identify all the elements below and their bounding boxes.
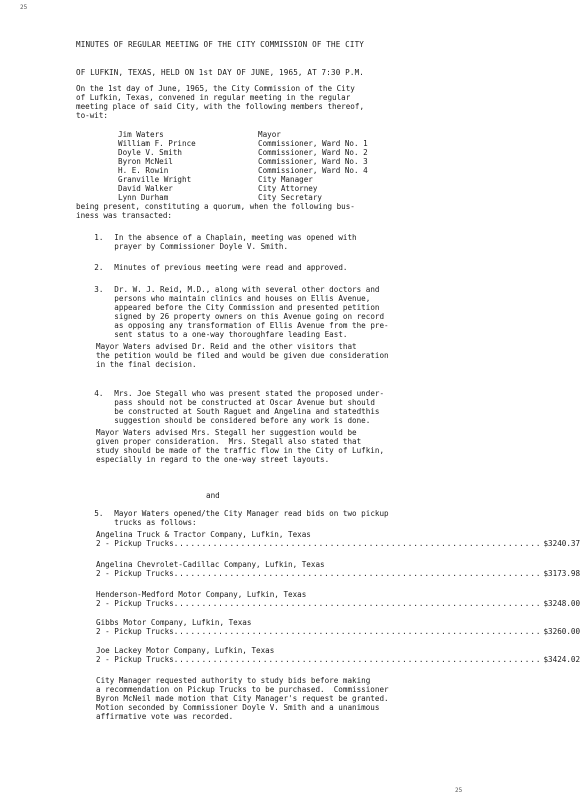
bid-amount: $3260.00 <box>543 627 580 636</box>
member-title: City Attorney <box>258 184 318 193</box>
title-line-2: OF LUFKIN, TEXAS, HELD ON 1st DAY OF JUNE, 1965, AT 7:30 P.M. <box>76 68 365 77</box>
item-text: Mrs. Joe Stegall who was present stated the proposed under- pass should not be constructed at Oscar Avenue but should be constructed at South Raguet and Angelina and statedthis suggestion should be considered before any work is done. <box>114 389 385 425</box>
bid-amount: $3240.37 <box>543 539 580 548</box>
bid-item: 2 - Pickup Trucks <box>96 627 174 636</box>
member-title: Commissioner, Ward No. 3 <box>258 157 368 166</box>
member-title: City Secretary <box>258 193 323 202</box>
bid-item: 2 - Pickup Trucks <box>96 599 174 608</box>
member-name: Jim Waters <box>118 130 164 139</box>
member-title: Mayor <box>258 130 281 139</box>
bid-amount: $3248.00 <box>543 599 580 608</box>
bidder-name: Angelina Truck & Tractor Company, Lufkin, Texas <box>96 530 311 539</box>
roster-row <box>118 193 368 202</box>
roster-row <box>118 175 368 184</box>
member-title: Commissioner, Ward No. 2 <box>258 148 368 157</box>
bidder-name: Henderson-Medford Motor Company, Lufkin, Texas <box>96 590 307 599</box>
bid-amount: $3173.98 <box>543 569 580 578</box>
member-name: Doyle V. Smith <box>118 148 183 157</box>
item-number: 2. <box>94 263 104 272</box>
bid-entry <box>96 530 580 548</box>
bid-item: 2 - Pickup Trucks <box>96 539 174 548</box>
roster-row <box>118 184 368 193</box>
page-number-mark: 25 <box>455 787 463 794</box>
bid-item: 2 - Pickup Trucks <box>96 569 174 578</box>
agenda-item-3 <box>76 276 389 348</box>
member-name: Granville Wright <box>118 175 192 184</box>
dot-leader: .................................................................. <box>173 599 542 608</box>
dot-leader: .................................................................. <box>173 539 542 548</box>
bidder-name: Angelina Chevrolet-Cadillac Company, Lufkin, Texas <box>96 560 325 569</box>
bid-entry <box>96 560 580 578</box>
bid-amount: $3424.02 <box>543 655 580 664</box>
item-number: 3. <box>94 285 104 294</box>
bid-item: 2 - Pickup Trucks <box>96 655 174 664</box>
dot-leader: .................................................................. <box>173 569 542 578</box>
member-name: H. E. Rowin <box>118 166 169 175</box>
member-name: Byron McNeil <box>118 157 173 166</box>
dot-leader: .................................................................. <box>173 655 542 664</box>
attendance-roster <box>118 130 368 202</box>
item-3-note: Mayor Waters advised Dr. Reid and the other visitors that the petition would be filed and would be given due consideration in the final decision. <box>96 342 389 369</box>
item-number: 4. <box>94 389 104 398</box>
item-number: 5. <box>94 509 104 518</box>
closing-paragraph: City Manager requested authority to study bids before making a recommendation on Pickup Trucks to be purchased. Commissioner Byron McNeil made motion that City Manager's request be granted. Motion seconded by Commissioner Doyle V. Smith and a unanimous affirmative vote was recorded. <box>96 676 389 721</box>
member-title: Commissioner, Ward No. 1 <box>258 139 368 148</box>
quorum-statement: being present, constituting a quorum, when the following bus- iness was transacted: <box>76 202 355 220</box>
member-name: David Walker <box>118 184 173 193</box>
member-name: William F. Prince <box>118 139 196 148</box>
item-text: In the absence of a Chaplain, meeting was opened with prayer by Commissioner Doyle V. Smith. <box>114 233 357 251</box>
roster-row <box>118 139 368 148</box>
item-text: Minutes of previous meeting were read and approved. <box>114 263 348 272</box>
handwritten-insert: and <box>206 491 220 500</box>
member-title: Commissioner, Ward No. 4 <box>258 166 368 175</box>
bidder-name: Gibbs Motor Company, Lufkin, Texas <box>96 618 252 627</box>
member-title: City Manager <box>258 175 313 184</box>
roster-row <box>118 148 368 157</box>
item-4-note: Mayor Waters advised Mrs. Stegall her suggestion would be given proper consideration. Mrs. Stegall also stated that study should be made of the traffic flow in the City of Lufkin, especially in regard to the one-way street layouts. <box>96 428 385 464</box>
bidder-name: Joe Lackey Motor Company, Lufkin, Texas <box>96 646 275 655</box>
intro-paragraph: On the 1st day of June, 1965, the City Commission of the City of Lufkin, Texas, convened in regular meeting in the regular meeting place of said City, with the following members thereof, to-wit: <box>76 84 365 120</box>
member-name: Lynn Durham <box>118 193 169 202</box>
agenda-item-4 <box>76 380 384 434</box>
page-corner-mark: 25 <box>20 4 28 11</box>
title-line-1: MINUTES OF REGULAR MEETING OF THE CITY COMMISSION OF THE CITY <box>76 40 365 49</box>
item-text: Dr. W. J. Reid, M.D., along with several other doctors and persons who maintain clinics and houses on Ellis Avenue, appeared before the City Commission and presented petition signed by 26 property owners on this Avenue going on record as opposing any transformation of Ellis Avenue from the pre- sent status to a one-way thoroughfare leading East. <box>114 285 389 339</box>
item-text: Mayor Waters opened/the City Manager read bids on two pickup trucks as follows: <box>114 509 389 527</box>
roster-row <box>118 166 368 175</box>
dot-leader: .................................................................. <box>173 627 542 636</box>
roster-row <box>118 130 368 139</box>
bid-entry <box>96 646 580 664</box>
bid-entry <box>96 618 580 636</box>
roster-row <box>118 157 368 166</box>
bid-entry <box>96 590 580 608</box>
item-number: 1. <box>94 233 104 242</box>
